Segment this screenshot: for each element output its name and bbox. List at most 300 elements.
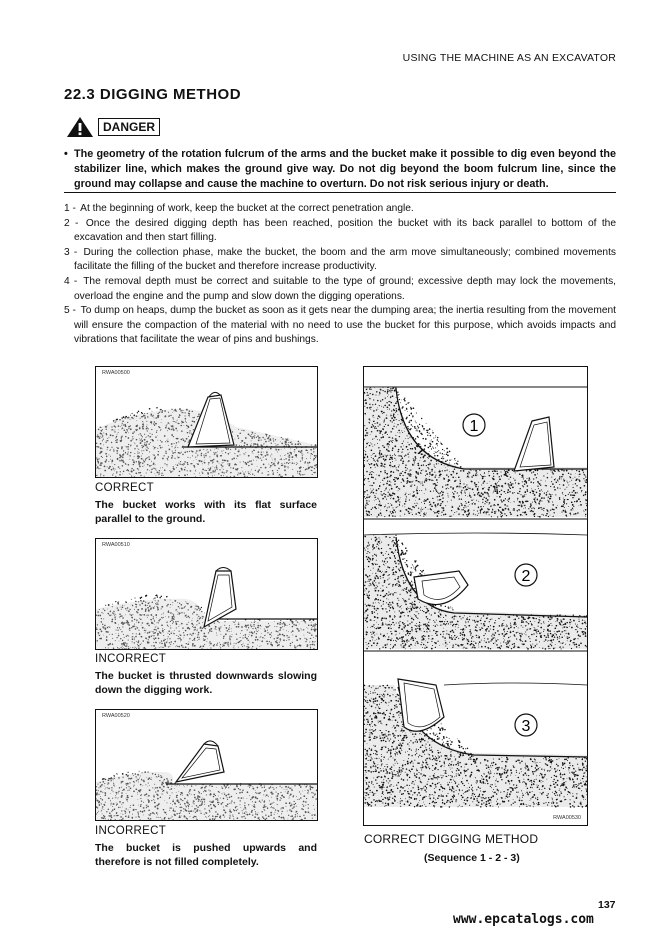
- gravel-dot: [498, 481, 499, 482]
- gravel-dot: [510, 488, 511, 489]
- gravel-dot: [458, 476, 460, 478]
- gravel-dot: [365, 393, 366, 394]
- gravel-dot: [500, 494, 501, 495]
- gravel-dot: [559, 478, 560, 479]
- gravel-dot: [552, 473, 554, 475]
- gravel-dot: [390, 420, 391, 421]
- gravel-dot: [431, 509, 432, 510]
- gravel-dot: [485, 501, 486, 502]
- gravel-dot: [391, 488, 393, 490]
- gravel-dot: [414, 503, 415, 504]
- gravel-dot: [520, 494, 521, 495]
- gravel-dot: [380, 400, 381, 401]
- gravel-dot: [484, 487, 485, 488]
- gravel-dot: [422, 454, 423, 455]
- gravel-dot: [447, 488, 448, 489]
- gravel-dot: [424, 499, 425, 500]
- gravel-dot: [391, 441, 392, 442]
- gravel-dot: [388, 401, 389, 402]
- gravel-dot: [487, 511, 489, 513]
- gravel-dot: [449, 480, 450, 481]
- gravel-dot: [454, 497, 455, 498]
- gravel-dot: [482, 476, 484, 478]
- gravel-dot: [570, 474, 571, 475]
- gravel-dot: [422, 509, 423, 510]
- gravel-dot: [407, 453, 409, 455]
- gravel-dot: [563, 480, 565, 482]
- gravel-dot: [380, 440, 381, 441]
- gravel-dot: [517, 510, 518, 511]
- gravel-dot: [435, 475, 436, 476]
- gravel-dot: [442, 456, 443, 457]
- gravel-dot: [569, 476, 570, 477]
- gravel-dot: [392, 421, 393, 422]
- gravel-dot: [365, 505, 366, 506]
- step-number: 1 -: [64, 203, 76, 214]
- gravel-dot: [423, 461, 424, 462]
- gravel-dot: [452, 506, 453, 507]
- gravel-dot: [388, 503, 389, 504]
- gravel-dot: [154, 597, 155, 598]
- gravel-dot: [454, 491, 455, 492]
- gravel-dot: [578, 498, 580, 500]
- gravel-dot: [434, 453, 435, 454]
- gravel-dot: [469, 495, 471, 497]
- gravel-dot: [421, 470, 422, 471]
- gravel-dot: [479, 494, 480, 495]
- gravel-dot: [382, 498, 384, 500]
- gravel-dot: [475, 475, 477, 477]
- gravel-dot: [447, 484, 449, 486]
- gravel-dot: [541, 500, 542, 501]
- gravel-dot: [367, 394, 369, 396]
- gravel-dot: [384, 470, 385, 471]
- gravel-dot: [451, 459, 452, 460]
- gravel-dot: [384, 490, 385, 491]
- gravel-dot: [584, 474, 585, 475]
- gravel-dot: [441, 474, 442, 475]
- gravel-dot: [425, 470, 427, 472]
- gravel-dot: [382, 445, 383, 446]
- gravel-dot: [419, 460, 420, 461]
- gravel-dot: [407, 481, 408, 482]
- danger-bullet: •: [64, 148, 68, 160]
- gravel-dot: [410, 470, 411, 471]
- gravel-dot: [421, 502, 422, 503]
- gravel-dot: [416, 430, 417, 431]
- gravel-dot: [522, 501, 523, 502]
- gravel-dot: [553, 470, 554, 471]
- gravel-dot: [504, 470, 505, 471]
- gravel-dot: [309, 620, 310, 621]
- gravel-dot: [378, 514, 379, 515]
- gravel-dot: [410, 485, 412, 487]
- gravel-dot: [487, 508, 488, 509]
- danger-message: [64, 147, 616, 192]
- gravel-dot: [394, 423, 395, 424]
- gravel-dot: [544, 492, 545, 493]
- gravel-dot: [489, 514, 490, 515]
- gravel-dot: [472, 503, 473, 504]
- gravel-dot: [366, 389, 367, 390]
- gravel-dot: [378, 514, 380, 516]
- gravel-dot: [373, 458, 374, 459]
- gravel-dot: [407, 449, 408, 450]
- gravel-dot: [102, 778, 104, 780]
- gravel-dot: [392, 515, 394, 517]
- gravel-dot: [369, 418, 371, 420]
- gravel-dot: [583, 478, 584, 479]
- gravel-dot: [369, 474, 370, 475]
- gravel-dot: [394, 465, 396, 467]
- gravel-dot: [377, 466, 378, 467]
- gravel-dot: [493, 476, 494, 477]
- gravel-dot: [540, 507, 541, 508]
- gravel-dot: [585, 516, 586, 517]
- gravel-dot: [423, 428, 425, 430]
- gravel-dot: [408, 421, 410, 423]
- gravel-dot: [425, 438, 427, 440]
- gravel-dot: [383, 466, 384, 467]
- gravel-dot: [564, 499, 566, 501]
- gravel-dot: [517, 505, 518, 506]
- gravel-dot: [525, 507, 526, 508]
- gravel-dot: [386, 455, 387, 456]
- gravel-dot: [380, 510, 381, 511]
- gravel-dot: [442, 453, 443, 454]
- gravel-dot: [415, 421, 416, 422]
- gravel-dot: [396, 507, 397, 508]
- gravel-dot: [555, 478, 556, 479]
- gravel-dot: [503, 500, 505, 502]
- gravel-dot: [530, 510, 531, 511]
- gravel-dot: [583, 510, 584, 511]
- gravel-dot: [402, 443, 403, 444]
- gravel-dot: [476, 472, 477, 473]
- gravel-dot: [539, 502, 540, 503]
- gravel-dot: [519, 501, 521, 503]
- gravel-dot: [513, 510, 514, 511]
- gravel-dot: [370, 407, 371, 408]
- gravel-dot: [369, 398, 370, 399]
- gravel-dot: [439, 470, 440, 471]
- gravel-dot: [392, 428, 394, 430]
- gravel-dot: [396, 397, 397, 398]
- gravel-dot: [445, 484, 446, 485]
- gravel-dot: [381, 494, 382, 495]
- gravel-dot: [457, 492, 458, 493]
- gravel-dot: [366, 502, 368, 504]
- gravel-dot: [575, 492, 577, 494]
- gravel-dot: [383, 493, 385, 495]
- gravel-dot: [379, 392, 380, 393]
- gravel-dot: [370, 434, 371, 435]
- gravel-dot: [452, 492, 453, 493]
- gravel-dot: [375, 461, 376, 462]
- gravel-dot: [421, 511, 422, 512]
- gravel-dot: [418, 464, 420, 466]
- gravel-dot: [514, 492, 515, 493]
- gravel-dot: [405, 465, 406, 466]
- gravel-dot: [385, 424, 386, 425]
- gravel-dot: [534, 500, 535, 501]
- gravel-dot: [429, 501, 430, 502]
- gravel-dot: [477, 474, 478, 475]
- gravel-dot: [415, 438, 417, 440]
- gravel-dot: [373, 453, 374, 454]
- gravel-dot: [398, 394, 399, 395]
- gravel-dot: [392, 395, 394, 397]
- gravel-dot: [417, 430, 418, 431]
- gravel-dot: [420, 515, 421, 516]
- gravel-dot: [402, 422, 403, 423]
- gravel-dot: [572, 492, 573, 493]
- gravel-dot: [514, 501, 515, 502]
- gravel-dot: [469, 488, 470, 489]
- gravel-dot: [438, 477, 439, 478]
- gravel-dot: [523, 505, 524, 506]
- gravel-dot: [430, 491, 431, 492]
- gravel-dot: [437, 515, 439, 517]
- gravel-dot: [412, 426, 413, 427]
- gravel-dot: [461, 490, 462, 491]
- gravel-dot: [577, 512, 579, 514]
- gravel-dot: [493, 490, 494, 491]
- gravel-dot: [389, 390, 391, 392]
- gravel-dot: [515, 472, 516, 473]
- gravel-dot: [468, 474, 469, 475]
- gravel-dot: [446, 469, 447, 470]
- gravel-dot: [448, 495, 449, 496]
- gravel-dot: [460, 470, 462, 472]
- gravel-dot: [533, 471, 535, 473]
- gravel-dot: [586, 499, 587, 500]
- gravel-dot: [550, 494, 551, 495]
- gravel-dot: [455, 480, 456, 481]
- gravel-dot: [482, 478, 484, 480]
- gravel-dot: [554, 470, 555, 471]
- gravel-dot: [435, 452, 436, 453]
- gravel-dot: [538, 507, 540, 509]
- gravel-dot: [409, 415, 410, 416]
- gravel-dot: [519, 493, 520, 494]
- gravel-dot: [474, 470, 475, 471]
- gravel-dot: [578, 471, 580, 473]
- gravel-dot: [409, 452, 410, 453]
- gravel-dot: [392, 437, 393, 438]
- gravel-dot: [384, 391, 386, 393]
- gravel-dot: [436, 461, 437, 462]
- gravel-dot: [509, 474, 510, 475]
- gravel-dot: [388, 446, 389, 447]
- gravel-dot: [498, 510, 500, 512]
- gravel-dot: [489, 475, 491, 477]
- gravel-dot: [429, 462, 430, 463]
- gravel-dot: [431, 471, 432, 472]
- gravel-dot: [401, 407, 402, 408]
- gravel-dot: [456, 473, 457, 474]
- gravel-dot: [378, 409, 379, 410]
- gravel-dot: [429, 474, 430, 475]
- gravel-dot: [417, 425, 418, 426]
- gravel-dot: [413, 496, 414, 497]
- gravel-dot: [415, 500, 416, 501]
- gravel-dot: [582, 469, 584, 471]
- gravel-dot: [476, 470, 477, 471]
- gravel-dot: [393, 472, 394, 473]
- gravel-dot: [412, 416, 413, 417]
- gravel-dot: [504, 491, 506, 493]
- gravel-dot: [505, 493, 506, 494]
- gravel-dot: [476, 484, 478, 486]
- gravel-dot: [461, 503, 462, 504]
- gravel-dot: [409, 508, 411, 510]
- gravel-dot: [384, 466, 385, 467]
- gravel-dot: [370, 393, 371, 394]
- gravel-dot: [585, 499, 586, 500]
- gravel-dot: [467, 489, 468, 490]
- gravel-dot: [376, 391, 377, 392]
- gravel-dot: [505, 508, 507, 510]
- gravel-dot: [422, 470, 423, 471]
- gravel-dot: [460, 480, 461, 481]
- gravel-dot: [543, 475, 544, 476]
- gravel-dot: [409, 499, 410, 500]
- gravel-dot: [404, 472, 406, 474]
- gravel-dot: [504, 513, 505, 514]
- gravel-dot: [500, 514, 501, 515]
- gravel-dot: [385, 397, 386, 398]
- gravel-dot: [368, 496, 370, 498]
- gravel-dot: [423, 516, 424, 517]
- gravel-dot: [411, 470, 412, 471]
- gravel-dot: [429, 451, 430, 452]
- gravel-dot: [584, 511, 585, 512]
- gravel-dot: [466, 503, 467, 504]
- gravel-dot: [105, 605, 106, 606]
- gravel-dot: [502, 485, 504, 487]
- gravel-dot: [370, 387, 371, 388]
- gravel-dot: [533, 514, 535, 516]
- gravel-dot: [507, 489, 509, 491]
- gravel-dot: [409, 475, 410, 476]
- gravel-dot: [407, 426, 408, 427]
- gravel-dot: [491, 516, 492, 517]
- gravel-dot: [401, 419, 402, 420]
- gravel-dot: [424, 455, 425, 456]
- gravel-dot: [390, 482, 391, 483]
- gravel-dot: [497, 471, 498, 472]
- gravel-dot: [392, 440, 393, 441]
- gravel-dot: [387, 392, 388, 393]
- gravel-dot: [391, 504, 392, 505]
- gravel-dot: [483, 512, 485, 514]
- gravel-dot: [426, 499, 427, 500]
- gravel-dot: [390, 503, 391, 504]
- gravel-dot: [381, 406, 382, 407]
- sequence-panel-1: [364, 386, 587, 517]
- gravel-dot: [483, 482, 484, 483]
- gravel-dot: [521, 506, 522, 507]
- gravel-dot: [389, 489, 390, 490]
- gravel-dot: [376, 410, 377, 411]
- gravel-dot: [488, 496, 489, 497]
- gravel-dot: [434, 455, 435, 456]
- gravel-dot: [414, 507, 415, 508]
- gravel-dot: [117, 774, 118, 775]
- gravel-dot: [556, 481, 558, 483]
- gravel-dot: [380, 482, 381, 483]
- gravel-dot: [444, 454, 445, 455]
- gravel-dot: [441, 491, 442, 492]
- gravel-dot: [435, 451, 436, 452]
- gravel-dot: [370, 493, 371, 494]
- gravel-dot: [459, 513, 460, 514]
- gravel-dot: [500, 471, 501, 472]
- gravel-dot: [418, 481, 419, 482]
- gravel-dot: [510, 476, 511, 477]
- gravel-dot: [551, 481, 552, 482]
- gravel-dot: [387, 409, 388, 410]
- gravel-dot: [395, 438, 396, 439]
- figure-code: RWA00510: [102, 542, 130, 548]
- gravel-dot: [430, 504, 431, 505]
- gravel-dot: [367, 387, 368, 388]
- gravel-dot: [561, 512, 562, 513]
- gravel-dot: [552, 483, 554, 485]
- gravel-dot: [435, 485, 436, 486]
- gravel-dot: [384, 419, 385, 420]
- gravel-dot: [468, 514, 470, 516]
- gravel-dot: [387, 406, 389, 408]
- gravel-dot: [494, 511, 495, 512]
- gravel-dot: [419, 453, 420, 454]
- gravel-dot: [369, 511, 371, 513]
- gravel-dot: [547, 500, 548, 501]
- gravel-dot: [376, 428, 377, 429]
- gravel-dot: [389, 495, 390, 496]
- gravel-dot: [397, 432, 398, 433]
- gravel-dot: [397, 424, 398, 425]
- gravel-dot: [394, 458, 395, 459]
- gravel-dot: [488, 489, 490, 491]
- gravel-dot: [417, 472, 418, 473]
- gravel-dot: [429, 479, 431, 481]
- gravel-dot: [455, 460, 456, 461]
- gravel-dot: [427, 430, 429, 432]
- gravel-dot: [560, 488, 561, 489]
- gravel-dot: [396, 419, 397, 420]
- gravel-dot: [416, 429, 417, 430]
- gravel-dot: [512, 487, 514, 489]
- gravel-dot: [482, 488, 483, 489]
- gravel-dot: [387, 434, 388, 435]
- gravel-dot: [398, 414, 399, 415]
- gravel-dot: [433, 437, 434, 438]
- gravel-dot: [483, 476, 484, 477]
- gravel-dot: [546, 485, 547, 486]
- gravel-dot: [390, 462, 391, 463]
- gravel-dot: [471, 476, 472, 477]
- gravel-dot: [396, 403, 397, 404]
- gravel-dot: [153, 598, 154, 599]
- gravel-dot: [563, 479, 564, 480]
- gravel-dot: [374, 497, 375, 498]
- gravel-dot: [541, 498, 542, 499]
- gravel-dot: [488, 471, 489, 472]
- gravel-dot: [448, 497, 449, 498]
- gravel-dot: [533, 478, 534, 479]
